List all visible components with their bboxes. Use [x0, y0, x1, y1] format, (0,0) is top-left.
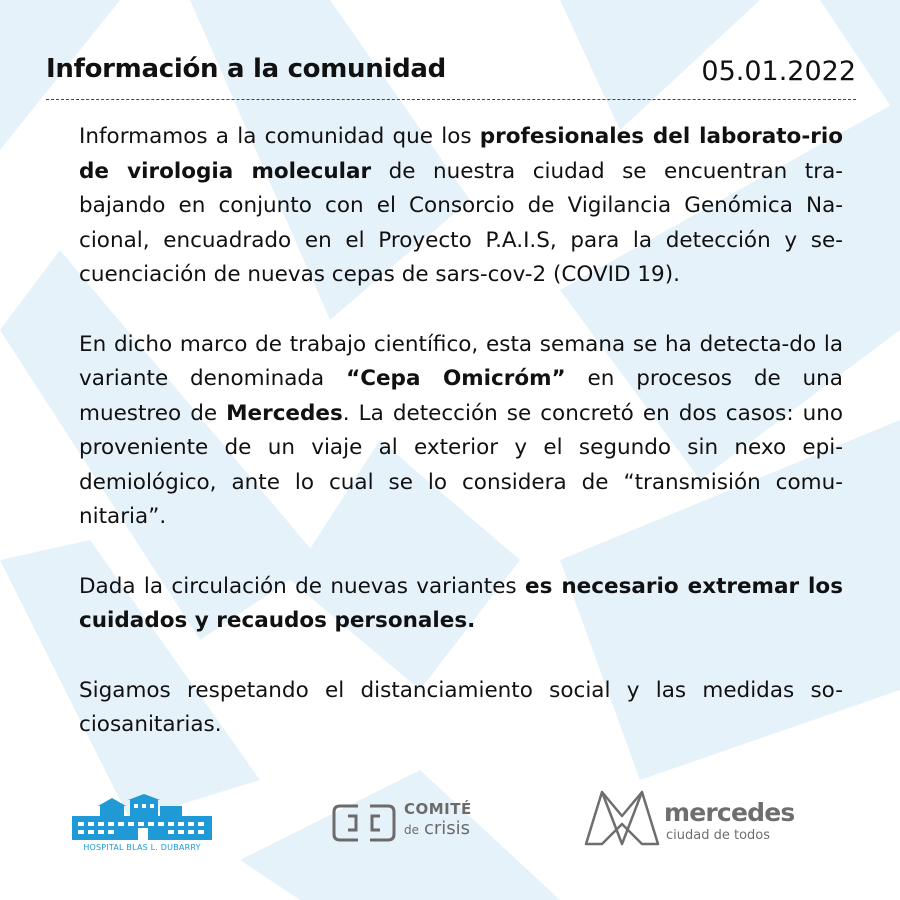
p3-text-a: Dada la circulación de nuevas variantes [79, 573, 525, 599]
p1-text-c: de nuestra ciudad se encuentran tra-bajando en conjunto con el Consorcio de Vigilancia Genómica Na-cional, encuadrado en el Proyecto P.A.I.S, para la detección y se-cuenciación de nuevas cepas de sars-cov-2 (COVID 19). [79, 158, 843, 287]
p1-bold: profesionales del laborato-rio de virologia molecular [79, 124, 843, 184]
mercedes-tagline: ciudad de todos [666, 828, 771, 843]
comite-de-label: de [404, 823, 419, 837]
p2-text-c: en procesos de una muestreo de [79, 366, 843, 426]
brackets-icon [330, 800, 398, 846]
comite-de-crisis-logo [330, 800, 480, 850]
p2-text-a: En dicho marco de trabajo científico, esta semana se ha detecta-do la variante denominada [79, 331, 843, 391]
announcement-body [79, 120, 843, 743]
header-divider [46, 99, 856, 100]
p3-bold: es necesario extremar los cuidados y recaudos personales. [79, 573, 843, 633]
comite-label: COMITÉ [404, 800, 472, 818]
paragraph-3 [79, 570, 843, 639]
p2-bold-variant: “Cepa Omicróm” [346, 366, 566, 391]
hospital-logo [72, 794, 212, 854]
date-label: 05.01.2022 [701, 56, 856, 87]
mercedes-m-icon [584, 788, 660, 848]
header [46, 54, 856, 100]
p4-text-a: Sigamos respetando el distanciamiento social y las medidas so-ciosanitarias. [79, 677, 843, 737]
paragraph-4 [79, 674, 843, 743]
mercedes-label: mercedes [664, 798, 795, 827]
page-title: Información a la comunidad [46, 54, 446, 84]
comite-crisis-label: crisis [424, 818, 471, 839]
paragraph-1 [79, 120, 843, 293]
paragraph-2 [79, 328, 843, 535]
p2-bold-city: Mercedes [226, 400, 343, 426]
footer-logos [0, 780, 900, 870]
mercedes-logo [584, 788, 794, 850]
hospital-building-icon [72, 794, 212, 844]
p2-text-e: . La detección se concretó en dos casos: uno proveniente de un viaje al exterior y el segundo sin nexo epi-demiológico, ante lo cual se lo considera de “transmisión comu-nitaria”. [79, 400, 843, 529]
p1-text-a: Informamos a la comunidad que los [79, 124, 480, 149]
hospital-caption: HOSPITAL BLAS L. DUBARRY [83, 843, 201, 852]
